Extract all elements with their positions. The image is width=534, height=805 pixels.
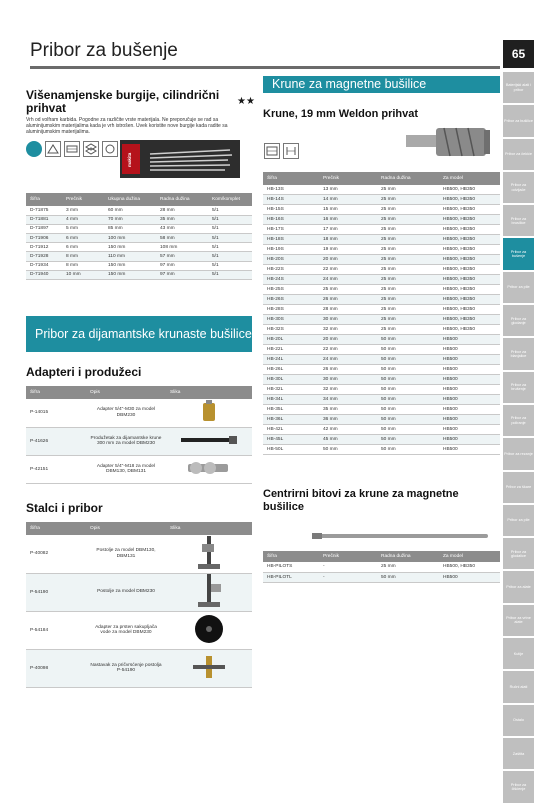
table-row xyxy=(263,315,500,325)
table-cell: 60 mm xyxy=(104,206,156,215)
product-image xyxy=(166,611,252,649)
table-cell: 8 mm xyxy=(62,252,104,261)
table-row xyxy=(263,374,500,384)
sidebar-tab[interactable]: Pribor za alate xyxy=(503,571,534,602)
column-header: Slika xyxy=(166,386,252,399)
table-row xyxy=(263,364,500,374)
table-cell: 150 mm xyxy=(104,261,156,270)
table-cell: 97 mm xyxy=(156,270,208,279)
table-cell: HB-17S xyxy=(263,225,319,235)
table-cell: HB-26S xyxy=(263,295,319,305)
table-row xyxy=(263,275,500,285)
table-row xyxy=(26,427,252,455)
sidebar-tab[interactable]: Ostalo xyxy=(503,705,534,736)
table-cell: HB-20S xyxy=(263,255,319,265)
table-cell: 57 mm xyxy=(156,252,208,261)
table-cell: D-71912 xyxy=(26,243,62,252)
table-row xyxy=(263,424,500,434)
table-cell: HB-32S xyxy=(263,325,319,335)
table-cell: HB-45L xyxy=(263,434,319,444)
table-cell: HB-19S xyxy=(263,245,319,255)
table-cell: HB500 xyxy=(439,434,500,444)
sidebar-tab[interactable]: Baterijski alati i pribor xyxy=(503,72,534,103)
column-header: Slika xyxy=(166,522,252,535)
section-title-multipurpose-bits: Višenamjenske burgije, cilindrični prihvat xyxy=(26,88,220,115)
table-row xyxy=(263,404,500,414)
table-cell: 5/1 xyxy=(208,234,252,243)
table-cell: HB-20L xyxy=(263,335,319,345)
table-cell: 30 mm xyxy=(319,315,377,325)
table-cell: 85 mm xyxy=(104,224,156,233)
table-cell: Adapter za prsten sakupljača vode za model DBM230 xyxy=(86,611,166,649)
table-cell: 50 mm xyxy=(377,335,439,345)
table-cell: HB-13S xyxy=(263,185,319,195)
table-cell: HB500, HB350 xyxy=(439,255,500,265)
sidebar-tab[interactable]: Pribor za pile xyxy=(503,272,534,303)
table-cell: HB500 xyxy=(439,374,500,384)
table-cell: 25 mm xyxy=(377,275,439,285)
table-cell: 35 mm xyxy=(156,215,208,224)
table-cell: 28 mm xyxy=(319,305,377,315)
section-title-stands: Stalci i pribor xyxy=(26,501,103,515)
table-cell: 45 mm xyxy=(319,434,377,444)
table-cell: HB-34L xyxy=(263,394,319,404)
section-title-pilot-pins: Centrirni bitovi za krune za magnetne bušilice xyxy=(263,488,459,513)
table-cell: 19 mm xyxy=(319,245,377,255)
table-cell: 3 mm xyxy=(62,206,104,215)
table-cell: 5/1 xyxy=(208,261,252,270)
table-cell: HB500, HB350 xyxy=(439,195,500,205)
table-cell: 10 mm xyxy=(62,270,104,279)
table-cell: 25 mm xyxy=(377,285,439,295)
table-row xyxy=(263,444,500,454)
column-header: Radna dužina xyxy=(377,551,439,562)
sidebar-tab[interactable]: Pribor za škare xyxy=(503,472,534,503)
table-cell: 25 mm xyxy=(377,255,439,265)
table-cell: 100 mm xyxy=(104,234,156,243)
wood-material-icon xyxy=(64,141,80,157)
table-row xyxy=(26,270,252,279)
pilot-pin-image xyxy=(312,528,492,538)
table-cell: 50 mm xyxy=(377,384,439,394)
table-cell: HB500 xyxy=(439,345,500,355)
column-header: Prečnik xyxy=(62,193,104,206)
column-header: Prečnik xyxy=(319,172,377,185)
table-cell: 25 mm xyxy=(377,295,439,305)
table-row xyxy=(263,225,500,235)
table-cell: HB-30S xyxy=(263,315,319,325)
table-cell: 50 mm xyxy=(377,404,439,414)
sidebar-tab[interactable]: Pribor za odvijače xyxy=(503,172,534,203)
page-title: Pribor za bušenje xyxy=(30,40,178,61)
table-cell: HB-36L xyxy=(263,414,319,424)
table-cell: 58 mm xyxy=(156,234,208,243)
section-band-magnetic: Krune za magnetne bušilice xyxy=(263,76,500,93)
table-cell: HB-26L xyxy=(263,364,319,374)
section-title-adapters: Adapteri i produžeci xyxy=(26,365,142,379)
product-image xyxy=(166,535,252,573)
page-number: 65 xyxy=(503,40,534,68)
table-row xyxy=(263,434,500,444)
table-row xyxy=(263,295,500,305)
table-cell: D-71906 xyxy=(26,234,62,243)
table-cell: 25 mm xyxy=(319,285,377,295)
sidebar-tab[interactable]: Pribor za pile xyxy=(503,505,534,536)
table-row xyxy=(26,234,252,243)
table-cell: 6 mm xyxy=(62,234,104,243)
table-cell: HB500, HB350 xyxy=(439,225,500,235)
table-cell: 17 mm xyxy=(319,225,377,235)
column-header: Šifra xyxy=(26,386,86,399)
table-cell: 150 mm xyxy=(104,270,156,279)
sidebar-tab[interactable]: Kutije xyxy=(503,638,534,669)
table-cell: HB500, HB350 xyxy=(439,315,500,325)
table-cell: 24 mm xyxy=(319,275,377,285)
sidebar-tab[interactable]: Zaštita xyxy=(503,738,534,769)
stands-table xyxy=(26,522,252,688)
table-cell: HB500 xyxy=(439,444,500,454)
table-cell: HB-22S xyxy=(263,265,319,275)
sidebar-tab[interactable]: Pribor za poliranje xyxy=(503,405,534,436)
sidebar-tab[interactable]: Ručni alati xyxy=(503,671,534,702)
rating-stars: ★★ xyxy=(237,96,255,107)
table-cell: HB-14S xyxy=(263,195,319,205)
section-description: Vrh od volfram karbida. Pogodne za različite vrste materijala. Ne preporučuje se rad sa aluminijumskim materijalima kada je vrh istrošen. Uvek koristite nove burgije kada radite sa aluminijumskim materijalima. xyxy=(26,117,228,135)
table-cell: 50 mm xyxy=(377,364,439,374)
table-row xyxy=(26,252,252,261)
table-cell: 50 mm xyxy=(377,424,439,434)
table-cell: - xyxy=(319,572,377,582)
column-header: Šifra xyxy=(26,522,86,535)
table-cell: HB-35L xyxy=(263,404,319,414)
table-row xyxy=(263,285,500,295)
product-image xyxy=(166,427,252,455)
column-header: Za model xyxy=(439,551,500,562)
table-cell: 50 mm xyxy=(377,354,439,364)
steel-material-icon xyxy=(45,141,61,157)
table-cell: 25 mm xyxy=(377,205,439,215)
table-cell: 50 mm xyxy=(377,394,439,404)
table-cell: HB500, HB350 xyxy=(439,265,500,275)
column-header: Šifra xyxy=(263,551,319,562)
sidebar-tab[interactable]: Pribor za bušilice xyxy=(503,105,534,136)
table-row xyxy=(263,185,500,195)
table-cell: HB500, HB350 xyxy=(439,185,500,195)
table-cell: 36 mm xyxy=(319,414,377,424)
annular-cutter-image xyxy=(400,120,500,166)
table-cell: HB-15S xyxy=(263,205,319,215)
table-row xyxy=(26,535,252,573)
table-row xyxy=(263,235,500,245)
sidebar-tab[interactable]: Pribor za čišćenje xyxy=(503,771,534,802)
column-header: Ukupna dužina xyxy=(104,193,156,206)
table-cell: 50 mm xyxy=(377,572,439,582)
table-row xyxy=(26,611,252,649)
table-cell: HB-42L xyxy=(263,424,319,434)
table-row xyxy=(26,573,252,611)
table-row xyxy=(263,255,500,265)
table-cell: 50 mm xyxy=(377,374,439,384)
header-rule xyxy=(30,66,500,69)
table-cell: 8 mm xyxy=(62,261,104,270)
table-cell: D-71881 xyxy=(26,215,62,224)
table-cell: P-40082 xyxy=(26,535,86,573)
table-cell: P-41626 xyxy=(26,427,86,455)
table-cell: HB500, HB350 xyxy=(439,285,500,295)
table-cell: HB500, HB350 xyxy=(439,305,500,315)
table-cell: 32 mm xyxy=(319,325,377,335)
table-row xyxy=(263,325,500,335)
pilot-pins-table xyxy=(263,551,500,583)
table-cell: 25 mm xyxy=(377,215,439,225)
table-cell: HB500, HB350 xyxy=(439,215,500,225)
table-cell: 5/1 xyxy=(208,206,252,215)
table-cell: HB500, HB350 xyxy=(439,562,500,572)
table-cell: D-71928 xyxy=(26,252,62,261)
table-row xyxy=(263,572,500,582)
table-cell: 25 mm xyxy=(377,185,439,195)
table-cell: Adapter 5/4"-M30 za model DBM230 xyxy=(86,399,166,427)
table-row xyxy=(263,245,500,255)
sidebar-tab[interactable]: Pribor za glodanje xyxy=(503,305,534,336)
table-cell: 16 mm xyxy=(319,215,377,225)
sidebar-tab[interactable]: Pribor za rezanje xyxy=(503,438,534,469)
table-cell: HB-50L xyxy=(263,444,319,454)
table-cell: 20 mm xyxy=(319,335,377,345)
section-title-cores: Krune, 19 mm Weldon prihvat xyxy=(263,108,419,120)
table-cell: 22 mm xyxy=(319,265,377,275)
product-image xyxy=(166,399,252,427)
table-cell: 5/1 xyxy=(208,243,252,252)
column-header: Prečnik xyxy=(319,551,377,562)
table-cell: Postolje za model DBM130, DBM131 xyxy=(86,535,166,573)
table-cell: 25 mm xyxy=(377,562,439,572)
table-cell: 15 mm xyxy=(319,205,377,215)
drill-bit-set-image xyxy=(120,140,240,178)
table-row xyxy=(263,335,500,345)
table-cell: 25 mm xyxy=(377,245,439,255)
table-cell: 25 mm xyxy=(377,235,439,245)
table-cell: HB500, HB350 xyxy=(439,245,500,255)
table-cell: 25 mm xyxy=(377,265,439,275)
table-cell: P-14015 xyxy=(26,399,86,427)
table-cell: 42 mm xyxy=(319,424,377,434)
table-cell: 25 mm xyxy=(377,195,439,205)
table-row xyxy=(26,649,252,687)
table-cell: 14 mm xyxy=(319,195,377,205)
magnetic-cores-table xyxy=(263,172,500,455)
table-row xyxy=(263,354,500,364)
table-cell: P-42151 xyxy=(26,455,86,483)
table-cell: 43 mm xyxy=(156,224,208,233)
column-header: Kom/komplet xyxy=(208,193,252,206)
table-cell: P-54190 xyxy=(26,573,86,611)
table-row xyxy=(26,243,252,252)
table-row xyxy=(26,261,252,270)
table-cell: 108 mm xyxy=(156,243,208,252)
table-row xyxy=(263,265,500,275)
product-image xyxy=(166,455,252,483)
table-cell: 70 mm xyxy=(104,215,156,224)
table-row xyxy=(263,394,500,404)
multipurpose-bits-table xyxy=(26,193,252,280)
table-cell: HB500 xyxy=(439,424,500,434)
tile-material-icon xyxy=(83,141,99,157)
table-cell: HB500, HB350 xyxy=(439,235,500,245)
table-cell: HB-PILOTS xyxy=(263,562,319,572)
sidebar-tab[interactable]: Pribor za brušenje xyxy=(503,372,534,403)
table-cell: Adapter 5/4"-M18 za model DBM130, DBM131 xyxy=(86,455,166,483)
carbide-tip-icon xyxy=(26,141,42,157)
table-cell: 25 mm xyxy=(377,315,439,325)
table-row xyxy=(26,224,252,233)
table-cell: 35 mm xyxy=(319,404,377,414)
section-band-diamond: Pribor za dijamantske krunaste bušilice xyxy=(26,316,252,352)
table-cell: HB-30L xyxy=(263,374,319,384)
adapters-table xyxy=(26,386,252,484)
sidebar-tab[interactable]: Pribor za vrtne alate xyxy=(503,605,534,636)
column-header: Šifra xyxy=(263,172,319,185)
column-header: Radna dužina xyxy=(377,172,439,185)
table-cell: 50 mm xyxy=(319,444,377,454)
table-row xyxy=(26,455,252,483)
brand-logo: makita xyxy=(127,152,132,167)
table-cell: 24 mm xyxy=(319,354,377,364)
table-row xyxy=(263,384,500,394)
table-cell: HB500, HB350 xyxy=(439,205,500,215)
table-cell: 5/1 xyxy=(208,270,252,279)
sidebar-tab[interactable]: Pribor za bušenje xyxy=(503,238,534,269)
table-cell: 30 mm xyxy=(319,374,377,384)
table-cell: HB-22L xyxy=(263,345,319,355)
table-cell: HB500 xyxy=(439,572,500,582)
table-cell: HB-32L xyxy=(263,384,319,394)
table-cell: 5/1 xyxy=(208,252,252,261)
table-cell: HB500 xyxy=(439,394,500,404)
table-row xyxy=(263,205,500,215)
table-cell: 110 mm xyxy=(104,252,156,261)
column-header: Opis xyxy=(86,522,166,535)
table-cell: HB-25S xyxy=(263,285,319,295)
column-header: Za model xyxy=(439,172,500,185)
table-cell: HB500 xyxy=(439,364,500,374)
table-cell: 26 mm xyxy=(319,364,377,374)
table-cell: 32 mm xyxy=(319,384,377,394)
table-cell: 50 mm xyxy=(377,434,439,444)
product-image xyxy=(166,573,252,611)
table-row xyxy=(263,195,500,205)
table-cell: Postolje za model DBM230 xyxy=(86,573,166,611)
table-cell: HB500, HB350 xyxy=(439,275,500,285)
table-cell: 18 mm xyxy=(319,235,377,245)
table-cell: HB500 xyxy=(439,354,500,364)
sidebar-nav xyxy=(503,72,534,805)
table-cell: HB500 xyxy=(439,404,500,414)
table-cell: 22 mm xyxy=(319,345,377,355)
table-cell: D-71897 xyxy=(26,224,62,233)
table-row xyxy=(26,215,252,224)
table-row xyxy=(26,206,252,215)
table-cell: HB-28S xyxy=(263,305,319,315)
table-row xyxy=(263,414,500,424)
table-row xyxy=(263,215,500,225)
table-cell: - xyxy=(319,562,377,572)
table-cell: HB-24L xyxy=(263,354,319,364)
table-cell: HB-PILOTL xyxy=(263,572,319,582)
table-cell: P-40098 xyxy=(26,649,86,687)
table-cell: 4 mm xyxy=(62,215,104,224)
table-row xyxy=(263,562,500,572)
table-cell: 26 mm xyxy=(319,295,377,305)
table-cell: 50 mm xyxy=(377,345,439,355)
column-header: Opis xyxy=(86,386,166,399)
metal-material-icon xyxy=(264,143,280,159)
table-cell: D-71940 xyxy=(26,270,62,279)
table-cell: HB500 xyxy=(439,384,500,394)
table-cell: HB500 xyxy=(439,335,500,345)
table-cell: 5/1 xyxy=(208,215,252,224)
table-cell: HB-18S xyxy=(263,235,319,245)
table-cell: 6 mm xyxy=(62,243,104,252)
table-row xyxy=(26,399,252,427)
table-cell: 28 mm xyxy=(156,206,208,215)
table-cell: 25 mm xyxy=(377,325,439,335)
table-cell: 50 mm xyxy=(377,444,439,454)
product-image xyxy=(166,649,252,687)
table-cell: 97 mm xyxy=(156,261,208,270)
table-cell: 34 mm xyxy=(319,394,377,404)
table-cell: D-71934 xyxy=(26,261,62,270)
table-cell: 5 mm xyxy=(62,224,104,233)
sidebar-tab[interactable]: Pribor za brusilice xyxy=(503,205,534,236)
table-cell: P-54184 xyxy=(26,611,86,649)
table-cell: HB500, HB350 xyxy=(439,295,500,305)
table-cell: HB500, HB350 xyxy=(439,325,500,335)
thickness-icon xyxy=(283,143,299,159)
table-cell: 50 mm xyxy=(377,414,439,424)
table-cell: 25 mm xyxy=(377,305,439,315)
table-cell: HB500 xyxy=(439,414,500,424)
column-header: Radna dužina xyxy=(156,193,208,206)
table-cell: Produžetak za dijamantske krune 300 mm za model DBM230 xyxy=(86,427,166,455)
table-cell: HB-16S xyxy=(263,215,319,225)
table-cell: 20 mm xyxy=(319,255,377,265)
table-cell: 5/1 xyxy=(208,224,252,233)
table-cell: 13 mm xyxy=(319,185,377,195)
table-cell: 25 mm xyxy=(377,225,439,235)
table-cell: Nastavak za pričvrsćenje postolja P-54190 xyxy=(86,649,166,687)
table-cell: 150 mm xyxy=(104,243,156,252)
column-header: Šifra xyxy=(26,193,62,206)
table-row xyxy=(263,345,500,355)
table-cell: D-71875 xyxy=(26,206,62,215)
table-cell: HB-24S xyxy=(263,275,319,285)
sidebar-tab[interactable]: Pribor za čekiće xyxy=(503,139,534,170)
sidebar-tab[interactable]: Pribor za blanjalice xyxy=(503,338,534,369)
sidebar-tab[interactable]: Pribor za glodalice xyxy=(503,538,534,569)
plastic-material-icon xyxy=(102,141,118,157)
table-row xyxy=(263,305,500,315)
